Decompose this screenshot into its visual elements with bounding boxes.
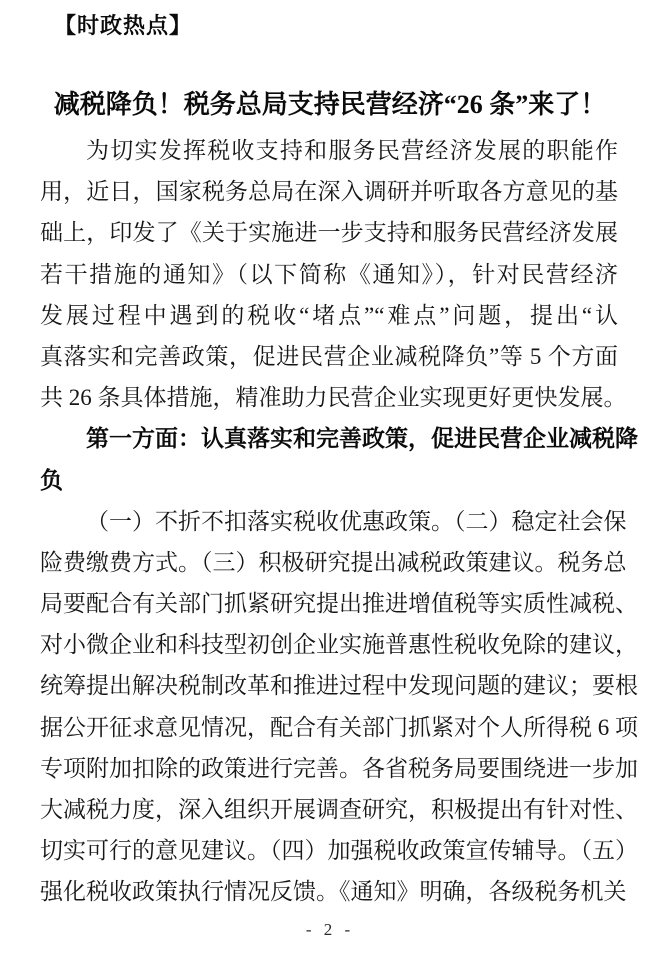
body-line: 险费缴费方式。（三）积极研究提出减税政策建议。税务总	[40, 549, 627, 575]
body-line: 发展过程中遇到的税收“堵点”“难点”问题，提出“认	[40, 302, 618, 328]
article-title: 减税降负！税务总局支持民营经济“26 条”来了！	[53, 90, 607, 119]
body-line: 据公开征求意见情况，配合有关部门抓紧对个人所得税 6 项	[40, 714, 638, 740]
body-line: 为切实发挥税收支持和服务民营经济发展的职能作	[86, 138, 618, 163]
subheading-line: 负	[40, 467, 63, 493]
body-line: 对小微企业和科技型初创企业实施普惠性税收免除的建议，	[40, 632, 638, 658]
body-line: 切实可行的意见建议。（四）加强税收政策宣传辅导。（五）	[40, 838, 638, 864]
body-line: 大减税力度，深入组织开展调查研究，积极提出有针对性、	[40, 797, 638, 822]
page-number: - 2 -	[305, 920, 355, 939]
body-line: 专项附加扣除的政策进行完善。各省税务局要围绕进一步加	[40, 755, 638, 781]
body-line: 若干措施的通知》（以下简称《通知》），针对民营经济	[40, 261, 618, 287]
article-body	[40, 130, 638, 913]
body-line: 真落实和完善政策，促进民营企业减税降负”等 5 个方面	[40, 343, 618, 369]
body-line: （一）不折不扣落实税收优惠政策。（二）稳定社会保	[86, 508, 627, 534]
section-tag: 【时政热点】	[54, 13, 193, 38]
subheading-line: 第一方面：认真落实和完善政策，促进民营企业减税降	[86, 426, 638, 452]
body-line: 统筹提出解决税制改革和推进过程中发现问题的建议；要根	[40, 673, 638, 699]
body-line: 局要配合有关部门抓紧研究提出推进增值税等实质性减税、	[40, 591, 638, 617]
body-line: 础上，印发了《关于实施进一步支持和服务民营经济发展	[40, 220, 618, 246]
body-line: 强化税收政策执行情况反馈。《通知》明确，各级税务机关	[40, 879, 627, 905]
body-line: 用，近日，国家税务总局在深入调研并听取各方意见的基	[40, 179, 618, 205]
body-line: 共 26 条具体措施，精准助力民营企业实现更好更快发展。	[40, 385, 627, 411]
